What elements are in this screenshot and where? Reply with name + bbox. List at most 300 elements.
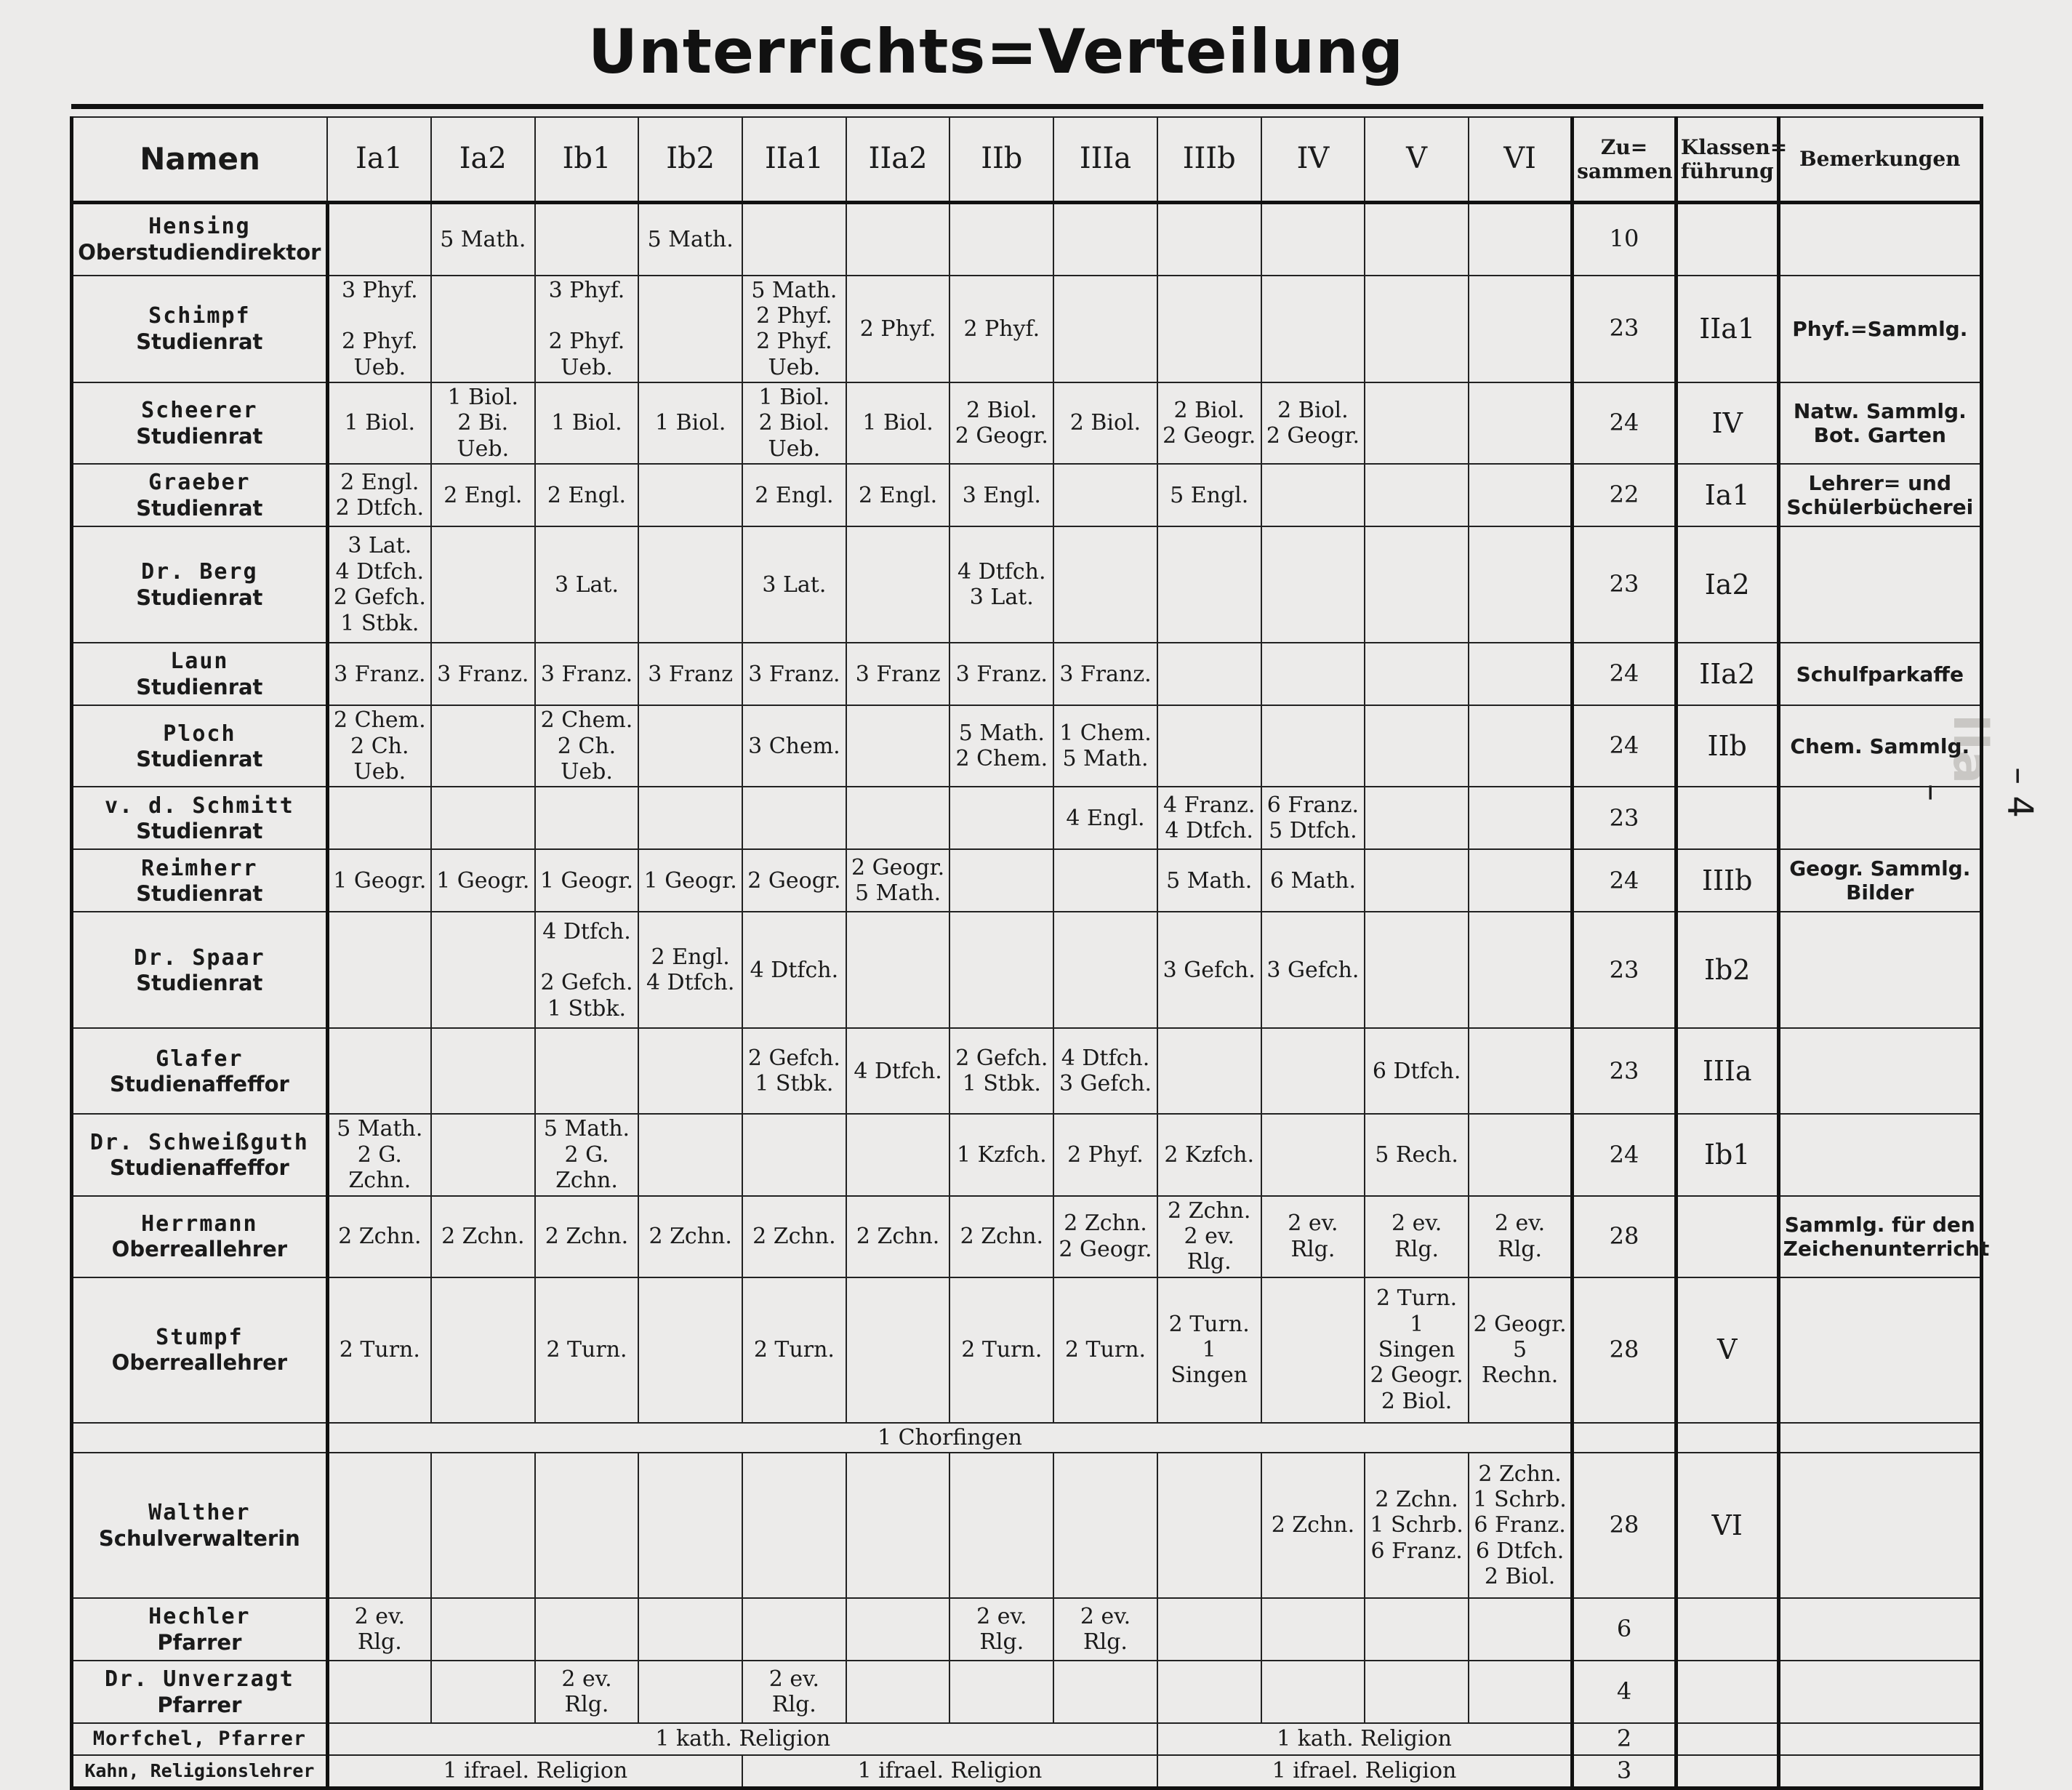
lesson-cell: 3 Chem. xyxy=(742,705,846,787)
lesson-cell xyxy=(327,912,431,1028)
lesson-cell xyxy=(1261,1028,1365,1114)
lesson-cell xyxy=(949,1661,1053,1723)
header-row xyxy=(72,117,1982,203)
teacher-name: Schimpf xyxy=(148,303,251,329)
column-header: IIIb xyxy=(1157,117,1261,203)
lesson-cell: 2 Gefch. 1 Stbk. xyxy=(949,1028,1053,1114)
hours-total: 28 xyxy=(1573,1196,1677,1277)
table-row xyxy=(72,1196,1982,1277)
lesson-cell xyxy=(1157,276,1261,383)
lesson-cell xyxy=(1365,849,1469,912)
teacher-cell xyxy=(72,787,328,849)
lesson-cell: 5 Math. xyxy=(431,203,535,276)
lesson-cell xyxy=(638,1598,742,1661)
empty-cell xyxy=(1778,1755,1981,1788)
lesson-cell xyxy=(846,705,950,787)
teacher-cell xyxy=(72,1661,328,1723)
class-leadership xyxy=(1676,1661,1778,1723)
lesson-cell xyxy=(949,1453,1053,1598)
lesson-cell xyxy=(1261,1114,1365,1195)
lesson-cell xyxy=(431,1598,535,1661)
lesson-cell: 1 Geogr. xyxy=(638,849,742,912)
remarks: Chem. Sammlg. xyxy=(1778,705,1981,787)
lesson-cell: 4 Dtfch. xyxy=(742,912,846,1028)
remarks xyxy=(1778,1661,1981,1723)
lesson-cell: 2 Gefch. 1 Stbk. xyxy=(742,1028,846,1114)
lesson-cell xyxy=(1261,705,1365,787)
lesson-cell xyxy=(431,1453,535,1598)
table-body xyxy=(72,203,1990,1789)
remarks: Geogr. Sammlg. Bilder xyxy=(1778,849,1981,912)
teacher-name: Hensing xyxy=(148,214,251,240)
lesson-cell: 2 Turn. xyxy=(327,1277,431,1423)
column-header: IIb xyxy=(949,117,1053,203)
lesson-cell: 2 Engl. xyxy=(742,464,846,526)
shared-lesson: 1 ifrael. Religion xyxy=(327,1755,742,1788)
teacher-title: Oberstudiendirektor xyxy=(78,239,321,265)
lesson-cell xyxy=(1469,705,1573,787)
lesson-cell xyxy=(1053,203,1157,276)
lesson-cell: 4 Dtfch. xyxy=(846,1028,950,1114)
lesson-cell: 2 Zchn. 2 Geogr. xyxy=(1053,1196,1157,1277)
lesson-cell: 3 Gefch. xyxy=(1261,912,1365,1028)
lesson-cell: 1 Biol. xyxy=(846,382,950,464)
table-row xyxy=(72,382,1982,464)
lesson-cell xyxy=(431,1028,535,1114)
lesson-cell xyxy=(1053,276,1157,383)
lesson-cell: 2 Phyf. xyxy=(949,276,1053,383)
remarks xyxy=(1778,912,1981,1028)
lesson-cell: 2 Engl. xyxy=(431,464,535,526)
empty-cell xyxy=(1778,1423,1981,1453)
teacher-cell xyxy=(72,1453,328,1598)
teacher-name: Reimherr xyxy=(141,855,258,881)
lesson-cell xyxy=(1365,526,1469,643)
class-leadership xyxy=(1676,203,1778,276)
table-row xyxy=(72,705,1982,787)
class-leadership xyxy=(1676,1196,1778,1277)
lesson-cell xyxy=(638,526,742,643)
lesson-cell xyxy=(535,203,639,276)
class-leadership xyxy=(1676,1598,1778,1661)
hours-total: 2 xyxy=(1573,1723,1677,1755)
lesson-cell: 3 Franz xyxy=(846,643,950,705)
remarks xyxy=(1778,1453,1981,1598)
remarks xyxy=(1778,1028,1981,1114)
column-header: Ia2 xyxy=(431,117,535,203)
lesson-cell: 2 Zchn. xyxy=(1261,1453,1365,1598)
lesson-cell xyxy=(1157,643,1261,705)
teacher-title: Studienrat xyxy=(136,880,263,906)
lesson-cell xyxy=(327,1453,431,1598)
hours-total: 24 xyxy=(1573,643,1677,705)
lesson-cell: 1 Biol. 2 Bi. Ueb. xyxy=(431,382,535,464)
lesson-cell: 2 Phyf. xyxy=(846,276,950,383)
lesson-cell: 3 Franz xyxy=(638,643,742,705)
table-row xyxy=(72,1755,1982,1788)
teacher-title: Studienrat xyxy=(136,818,263,843)
lesson-cell: 3 Franz. xyxy=(949,643,1053,705)
lesson-cell xyxy=(1365,643,1469,705)
table-row xyxy=(72,1598,1982,1661)
teacher-title: Studienrat xyxy=(136,585,263,610)
table-row xyxy=(72,1114,1982,1195)
lesson-cell: 4 Engl. xyxy=(1053,787,1157,849)
lesson-cell: 2 Engl. 2 Dtfch. xyxy=(327,464,431,526)
class-leadership: Ia1 xyxy=(1676,464,1778,526)
lesson-cell xyxy=(638,276,742,383)
shared-lesson: 1 Chorfingen xyxy=(327,1423,1572,1453)
remarks: Sammlg. für den Zeichenunterricht xyxy=(1778,1196,1981,1277)
lesson-cell xyxy=(949,203,1053,276)
teacher-name: Graeber xyxy=(148,470,251,496)
lesson-cell xyxy=(638,705,742,787)
lesson-cell: 2 Turn. 1 Singen 2 Geogr. 2 Biol. xyxy=(1365,1277,1469,1423)
lesson-cell xyxy=(431,912,535,1028)
teacher-cell xyxy=(72,382,328,464)
class-leadership: Ia2 xyxy=(1676,526,1778,643)
table-row xyxy=(72,787,1982,849)
lesson-cell: 3 Gefch. xyxy=(1157,912,1261,1028)
lesson-cell xyxy=(1469,1028,1573,1114)
empty-cell xyxy=(1676,1723,1778,1755)
lesson-cell: 3 Franz. xyxy=(742,643,846,705)
lesson-cell: 2 Turn. xyxy=(742,1277,846,1423)
teacher-name: Dr. Unverzagt xyxy=(104,1666,294,1693)
shared-lesson: 1 kath. Religion xyxy=(1157,1723,1573,1755)
hours-total: 23 xyxy=(1573,526,1677,643)
column-header: IIa1 xyxy=(742,117,846,203)
lesson-cell xyxy=(1261,1661,1365,1723)
lesson-cell: 3 Engl. xyxy=(949,464,1053,526)
teacher-title: Studienrat xyxy=(136,674,263,699)
empty-cell xyxy=(72,1423,328,1453)
lesson-cell: 2 ev. Rlg. xyxy=(742,1661,846,1723)
remarks: Phyf.=Sammlg. xyxy=(1778,276,1981,383)
lesson-cell: 2 Geogr. 5 Math. xyxy=(846,849,950,912)
column-header: IIa2 xyxy=(846,117,950,203)
remarks xyxy=(1778,1277,1981,1423)
lesson-cell: 3 Lat. xyxy=(535,526,639,643)
lesson-cell xyxy=(535,1028,639,1114)
teacher-name: Dr. Schweißguth xyxy=(89,1129,309,1155)
teacher-cell xyxy=(72,526,328,643)
lesson-cell xyxy=(846,1277,950,1423)
lesson-cell xyxy=(1157,705,1261,787)
teacher-title: Studienrat xyxy=(136,746,263,771)
column-header: Zu= sammen xyxy=(1573,117,1677,203)
lesson-cell: 6 Math. xyxy=(1261,849,1365,912)
column-header: VI xyxy=(1469,117,1573,203)
remarks xyxy=(1778,203,1981,276)
lesson-cell: 1 Chem. 5 Math. xyxy=(1053,705,1157,787)
lesson-cell xyxy=(1469,464,1573,526)
lesson-cell xyxy=(1053,1661,1157,1723)
lesson-cell xyxy=(1469,203,1573,276)
teacher-title: Schulverwalterin xyxy=(98,1525,300,1551)
shared-lesson: 1 ifrael. Religion xyxy=(1157,1755,1573,1788)
lesson-cell xyxy=(1157,1598,1261,1661)
lesson-cell: 5 Math. 2 G. Zchn. xyxy=(535,1114,639,1195)
lesson-cell: 2 Turn. xyxy=(949,1277,1053,1423)
lesson-cell: 2 Zchn. 1 Schrb. 6 Franz. 6 Dtfch. 2 Biol. xyxy=(1469,1453,1573,1598)
lesson-cell: 2 Turn. xyxy=(535,1277,639,1423)
class-leadership xyxy=(1676,787,1778,849)
lesson-cell: 2 ev. Rlg. xyxy=(1365,1196,1469,1277)
lesson-cell xyxy=(1365,276,1469,383)
teacher-name: Dr. Spaar xyxy=(134,944,265,971)
lesson-cell xyxy=(535,1598,639,1661)
lesson-cell: 6 Franz. 5 Dtfch. xyxy=(1261,787,1365,849)
table-row xyxy=(72,849,1982,912)
lesson-cell: 2 Kzfch. xyxy=(1157,1114,1261,1195)
class-leadership: IIIa xyxy=(1676,1028,1778,1114)
table-row xyxy=(72,1028,1982,1114)
teacher-name: Hechler xyxy=(148,1604,251,1630)
lesson-cell xyxy=(327,203,431,276)
table-row xyxy=(72,1453,1982,1598)
lesson-cell: 4 Dtfch. 3 Lat. xyxy=(949,526,1053,643)
lesson-cell xyxy=(1469,526,1573,643)
lesson-cell: 5 Rech. xyxy=(1365,1114,1469,1195)
title-rule xyxy=(71,104,1983,109)
class-leadership: IIIb xyxy=(1676,849,1778,912)
lesson-cell: 3 Phyf. 2 Phyf. Ueb. xyxy=(327,276,431,383)
lesson-cell: 2 Biol. 2 Geogr. xyxy=(1157,382,1261,464)
page-number: – 4 – xyxy=(1912,767,2040,818)
lesson-cell xyxy=(1365,203,1469,276)
remarks: Natw. Sammlg. Bot. Garten xyxy=(1778,382,1981,464)
teacher-title: Studienrat xyxy=(136,970,263,995)
lesson-cell: 1 Biol. xyxy=(327,382,431,464)
hours-total: 23 xyxy=(1573,912,1677,1028)
lesson-cell: 2 ev. Rlg. xyxy=(1261,1196,1365,1277)
teacher-cell xyxy=(72,276,328,383)
teacher-name: Morfchel, Pfarrer xyxy=(72,1723,328,1755)
lesson-cell xyxy=(638,1114,742,1195)
hours-total: 4 xyxy=(1573,1661,1677,1723)
empty-cell xyxy=(1778,1723,1981,1755)
lesson-cell: 2 ev. Rlg. xyxy=(1053,1598,1157,1661)
table-row xyxy=(72,912,1982,1028)
lesson-cell: 2 Zchn. xyxy=(742,1196,846,1277)
lesson-cell xyxy=(1261,1598,1365,1661)
class-leadership: VI xyxy=(1676,1453,1778,1598)
lesson-cell: 5 Engl. xyxy=(1157,464,1261,526)
class-leadership: V xyxy=(1676,1277,1778,1423)
lesson-cell xyxy=(949,912,1053,1028)
lesson-cell: 3 Lat. xyxy=(742,526,846,643)
lesson-cell: 1 Geogr. xyxy=(431,849,535,912)
teacher-name: Laun xyxy=(170,649,229,675)
lesson-cell xyxy=(638,1028,742,1114)
hours-total: 3 xyxy=(1573,1755,1677,1788)
remarks: Schulfparkaffe xyxy=(1778,643,1981,705)
class-leadership: Ib2 xyxy=(1676,912,1778,1028)
lesson-cell xyxy=(1469,1114,1573,1195)
teacher-title: Pfarrer xyxy=(157,1629,242,1655)
table-row xyxy=(72,1423,1982,1453)
hours-total: 6 xyxy=(1573,1598,1677,1661)
lesson-cell xyxy=(431,1114,535,1195)
lesson-cell xyxy=(431,526,535,643)
lesson-cell: 2 ev. Rlg. xyxy=(949,1598,1053,1661)
lesson-cell xyxy=(1365,464,1469,526)
teacher-name: Ploch xyxy=(163,721,236,747)
teacher-title: Studienrat xyxy=(136,329,263,354)
lesson-cell xyxy=(535,1453,639,1598)
lesson-cell: 1 Geogr. xyxy=(535,849,639,912)
column-header: Klassen= führung xyxy=(1676,117,1778,203)
column-header: Ia1 xyxy=(327,117,431,203)
teacher-cell xyxy=(72,1196,328,1277)
lesson-cell: 5 Math. xyxy=(638,203,742,276)
teacher-title: Studienaffeffor xyxy=(109,1071,289,1096)
teacher-cell xyxy=(72,1114,328,1195)
lesson-cell: 2 Zchn. xyxy=(535,1196,639,1277)
lesson-cell: 3 Franz. xyxy=(431,643,535,705)
lesson-cell xyxy=(1469,276,1573,383)
lesson-cell xyxy=(1469,849,1573,912)
lesson-cell: 2 Turn. xyxy=(1053,1277,1157,1423)
distribution-table xyxy=(70,116,1990,1790)
lesson-cell xyxy=(1469,382,1573,464)
teacher-cell xyxy=(72,912,328,1028)
lesson-cell xyxy=(638,787,742,849)
lesson-cell: 2 Phyf. xyxy=(1053,1114,1157,1195)
teacher-title: Studienrat xyxy=(136,423,263,449)
teacher-cell xyxy=(72,849,328,912)
lesson-cell xyxy=(949,849,1053,912)
lesson-cell xyxy=(1157,526,1261,643)
table-row xyxy=(72,526,1982,643)
lesson-cell: 2 Zchn. xyxy=(846,1196,950,1277)
lesson-cell xyxy=(1469,643,1573,705)
lesson-cell xyxy=(742,203,846,276)
lesson-cell: 3 Franz. xyxy=(535,643,639,705)
class-leadership: IIb xyxy=(1676,705,1778,787)
lesson-cell xyxy=(1261,276,1365,383)
shared-lesson: 1 kath. Religion xyxy=(327,1723,1157,1755)
lesson-cell xyxy=(949,787,1053,849)
hours-total: 28 xyxy=(1573,1277,1677,1423)
table-row xyxy=(72,643,1982,705)
lesson-cell xyxy=(846,1453,950,1598)
shared-lesson: 1 ifrael. Religion xyxy=(742,1755,1157,1788)
lesson-cell xyxy=(846,912,950,1028)
teacher-cell xyxy=(72,203,328,276)
hours-total: 24 xyxy=(1573,382,1677,464)
lesson-cell xyxy=(1053,912,1157,1028)
remarks xyxy=(1778,1114,1981,1195)
lesson-cell xyxy=(742,787,846,849)
teacher-cell xyxy=(72,1277,328,1423)
lesson-cell xyxy=(742,1598,846,1661)
table-row xyxy=(72,1661,1982,1723)
hours-total: 22 xyxy=(1573,464,1677,526)
teacher-title: Studienaffeffor xyxy=(109,1155,289,1181)
lesson-cell xyxy=(327,787,431,849)
lesson-cell xyxy=(638,1453,742,1598)
lesson-cell xyxy=(846,203,950,276)
page-title: Unterrichts=Verteilung xyxy=(587,16,1405,87)
teacher-cell xyxy=(72,464,328,526)
lesson-cell: 4 Franz. 4 Dtfch. xyxy=(1157,787,1261,849)
table-row xyxy=(72,1277,1982,1423)
class-leadership: IIa2 xyxy=(1676,643,1778,705)
lesson-cell: 3 Franz. xyxy=(327,643,431,705)
lesson-cell xyxy=(846,787,950,849)
lesson-cell xyxy=(431,705,535,787)
lesson-cell: 2 Biol. 2 Geogr. xyxy=(949,382,1053,464)
lesson-cell: 5 Math. 2 Chem. xyxy=(949,705,1053,787)
lesson-cell: 2 Turn. 1 Singen xyxy=(1157,1277,1261,1423)
lesson-cell: 2 Geogr. xyxy=(742,849,846,912)
lesson-cell: 5 Math. xyxy=(1157,849,1261,912)
lesson-cell: 2 Zchn. 1 Schrb. 6 Franz. xyxy=(1365,1453,1469,1598)
lesson-cell xyxy=(638,464,742,526)
teacher-name: Walther xyxy=(148,1500,251,1526)
lesson-cell: 2 ev. Rlg. xyxy=(327,1598,431,1661)
lesson-cell xyxy=(1053,526,1157,643)
lesson-cell xyxy=(1053,464,1157,526)
lesson-cell xyxy=(431,787,535,849)
column-header: Ib1 xyxy=(535,117,639,203)
lesson-cell xyxy=(742,1114,846,1195)
lesson-cell: 1 Biol. xyxy=(638,382,742,464)
teacher-cell xyxy=(72,1028,328,1114)
lesson-cell xyxy=(1261,464,1365,526)
hours-total: 23 xyxy=(1573,787,1677,849)
lesson-cell: 2 Biol. xyxy=(1053,382,1157,464)
teacher-name: v. d. Schmitt xyxy=(104,792,294,819)
teacher-name: Dr. Berg xyxy=(141,559,258,585)
column-header: Ib2 xyxy=(638,117,742,203)
lesson-cell: 2 Zchn. 2 ev. Rlg. xyxy=(1157,1196,1261,1277)
empty-cell xyxy=(1676,1423,1778,1453)
lesson-cell xyxy=(1365,1598,1469,1661)
teacher-cell xyxy=(72,1598,328,1661)
lesson-cell xyxy=(1469,787,1573,849)
lesson-cell xyxy=(742,1453,846,1598)
lesson-cell xyxy=(1365,1661,1469,1723)
lesson-cell xyxy=(846,526,950,643)
lesson-cell xyxy=(431,276,535,383)
lesson-cell: 1 Biol. 2 Biol. Ueb. xyxy=(742,382,846,464)
remarks: Lehrer= und Schülerbücherei xyxy=(1778,464,1981,526)
teacher-cell xyxy=(72,643,328,705)
lesson-cell: 2 Zchn. xyxy=(431,1196,535,1277)
lesson-cell xyxy=(535,787,639,849)
lesson-cell: 1 Geogr. xyxy=(327,849,431,912)
lesson-cell: 2 Chem. 2 Ch. Ueb. xyxy=(327,705,431,787)
lesson-cell: 2 Geogr. 5 Rechn. xyxy=(1469,1277,1573,1423)
teacher-title: Studienrat xyxy=(136,495,263,521)
column-header: Bemerkungen xyxy=(1778,117,1981,203)
lesson-cell xyxy=(1365,787,1469,849)
lesson-cell: 2 Biol. 2 Geogr. xyxy=(1261,382,1365,464)
lesson-cell xyxy=(1157,1453,1261,1598)
teacher-title: Oberreallehrer xyxy=(111,1237,288,1262)
lesson-cell: 2 Zchn. xyxy=(949,1196,1053,1277)
lesson-cell xyxy=(1365,912,1469,1028)
teacher-name: Scheerer xyxy=(141,398,258,424)
class-leadership: IV xyxy=(1676,382,1778,464)
lesson-cell xyxy=(327,1661,431,1723)
lesson-cell: 1 Kzfch. xyxy=(949,1114,1053,1195)
lesson-cell xyxy=(1261,203,1365,276)
lesson-cell xyxy=(1469,1598,1573,1661)
